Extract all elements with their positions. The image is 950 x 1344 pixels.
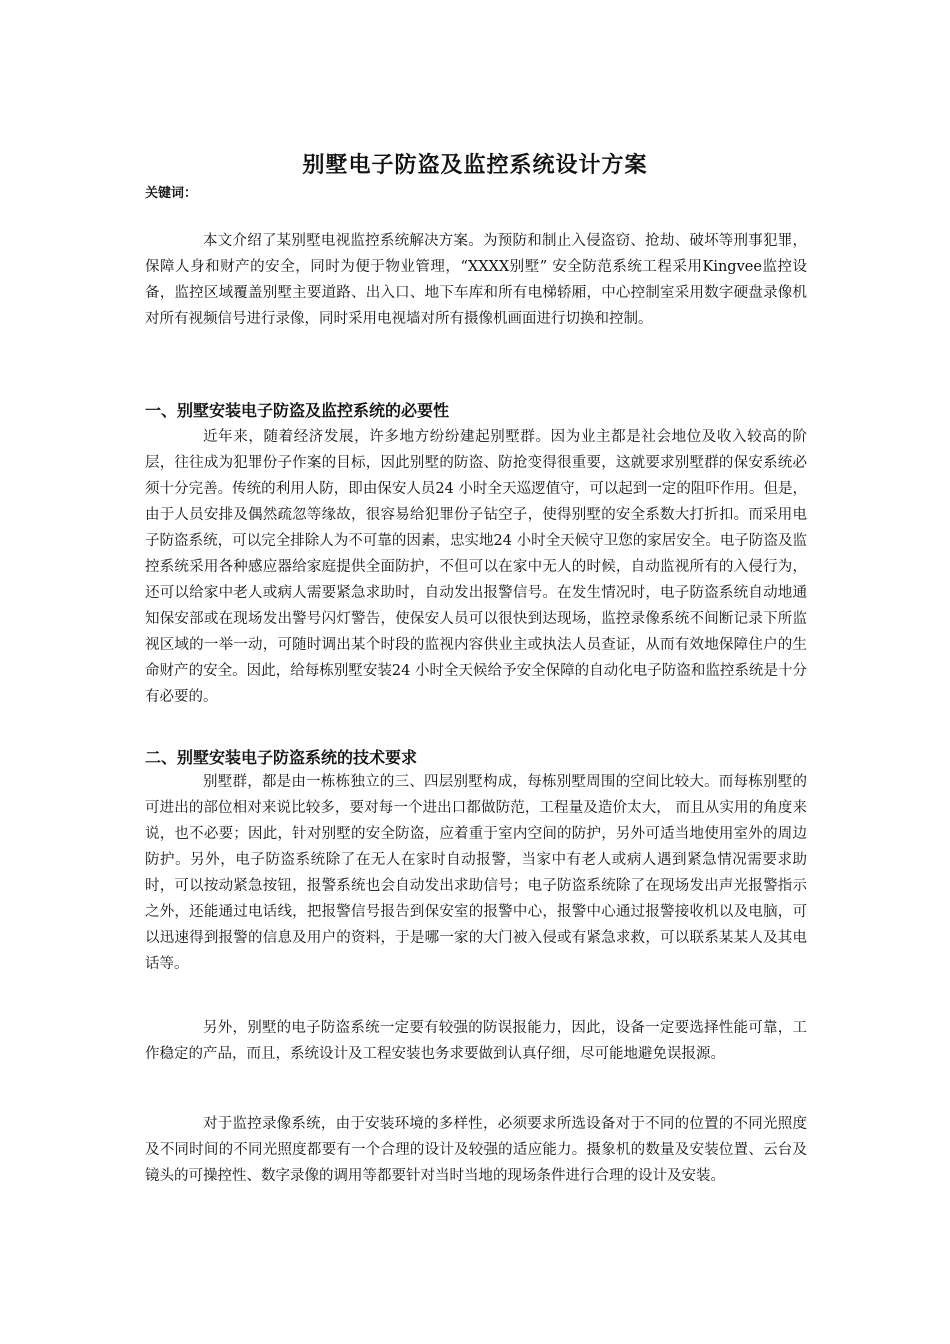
section-2-heading: 二、别墅安装电子防盗系统的技术要求 — [145, 748, 418, 767]
section-1-paragraph-1: 近年来，随着经济发展，许多地方纷纷建起别墅群。因为业主都是社会地位及收入较高的阶层，往往成为犯罪份子作案的目标，因此别墅的防盗、防抢变得很重要，这就要求别墅群的保安系统必须十分完善。传统的利用人防，即由保安人员24 小时全天巡逻值守，可以起到一定的阻吓作用。但是，由于人员安排及偶然疏忽等缘故，很容易给犯罪份子钻空子，使得别墅的安全系数大打折扣。而采用电子防盗系统，可以完全排除人为不可靠的因素，忠实地24 小时全天候守卫您的家居安全。电子防盗及监控系统采用各种感应器给家庭提供全面防护，不但可以在家中无人的时候，自动监视所有的入侵行为，还可以给家中老人或病人需要紧急求助时，自动发出报警信号。在发生情况时，电子防盗系统自动地通知保安部或在现场发出警号闪灯警告，使保安人员可以很快到达现场，监控录像系统不间断记录下所监视区域的一举一动，可随时调出某个时段的监视内容供业主或执法人员查证，从而有效地保障住户的生命财产的安全。因此，给每栋别墅安装24 小时全天候给予安全保障的自动化电子防盗和监控系统是十分有必要的。 — [145, 429, 807, 705]
intro-paragraph: 本文介绍了某别墅电视监控系统解决方案。为预防和制止入侵盗窃、抢劫、破坏等刑事犯罪，保障人身和财产的安全，同时为便于物业管理，“XXXX别墅” 安全防范系统工程采用Kingvee监控设备，监控区域覆盖别墅主要道路、出入口、地下车库和所有电梯轿厢，中心控制室采用数字硬盘录像机对所有视频信号进行录像，同时采用电视墙对所有摄像机画面进行切换和控制。 — [145, 233, 807, 327]
section-2-paragraph-3: 对于监控录像系统，由于安装环境的多样性，必须要求所选设备对于不同的位置的不同光照度及不同时间的不同光照度都要有一个合理的设计及较强的适应能力。摄象机的数量及安装位置、云台及镜头的可操控性、数字录像的调用等都要针对当时当地的现场条件进行合理的设计及安装。 — [145, 1116, 807, 1184]
document-title: 别墅电子防盗及监控系统设计方案 — [302, 152, 648, 178]
keywords-label: 关键词： — [145, 186, 198, 201]
section-2-paragraph-2: 另外，别墅的电子防盗系统一定要有较强的防误报能力，因此，设备一定要选择性能可靠，工作稳定的产品，而且，系统设计及工程安装也务求要做到认真仔细，尽可能地避免误报源。 — [145, 1020, 807, 1062]
section-1-heading: 一、别墅安装电子防盗及监控系统的必要性 — [145, 401, 450, 420]
section-2-paragraph-1: 别墅群，都是由一栋栋独立的三、四层别墅构成，每栋别墅周围的空间比较大。而每栋别墅的可进出的部位相对来说比较多，要对每一个进出口都做防范，工程量及造价太大， 而且从实用的角度来说，也不必要；因此，针对别墅的安全防盗，应着重于室内空间的防护，另外可适当地使用室外的周边防护。另外，电子防盗系统除了在无人在家时自动报警，当家中有老人或病人遇到紧急情况需要求助时，可以按动紧急按钮，报警系统也会自动发出求助信号；电子防盗系统除了在现场发出声光报警指示之外，还能通过电话线，把报警信号报告到保安室的报警中心，报警中心通过报警接收机以及电脑，可以迅速得到报警的信息及用户的资料，于是哪一家的大门被入侵或有紧急求救，可以联系某某人及其电话等。 — [145, 774, 807, 972]
